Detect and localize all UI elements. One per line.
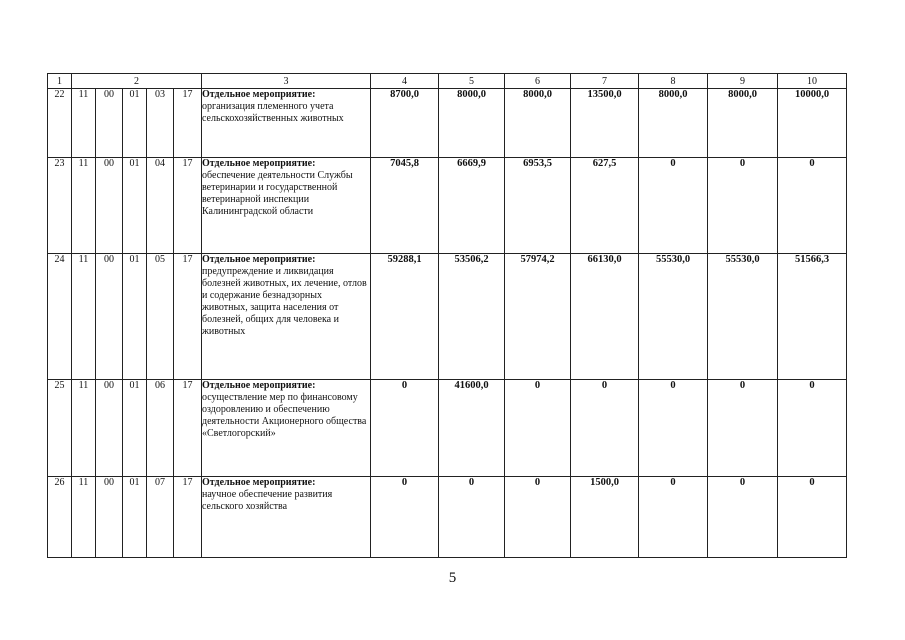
header-row <box>48 74 847 89</box>
program-table <box>47 73 847 558</box>
code-cell: 03 <box>147 89 174 158</box>
value-cell: 0 <box>371 477 439 558</box>
value-cell: 8000,0 <box>708 89 778 158</box>
code-cell: 17 <box>174 477 202 558</box>
value-cell: 8700,0 <box>371 89 439 158</box>
row-number: 23 <box>48 158 72 254</box>
code-cell: 17 <box>174 158 202 254</box>
value-cell: 0 <box>571 380 639 477</box>
code-cell: 11 <box>72 477 96 558</box>
value-cell: 0 <box>505 477 571 558</box>
value-cell: 627,5 <box>571 158 639 254</box>
row-number: 22 <box>48 89 72 158</box>
code-cell: 01 <box>123 158 147 254</box>
value-cell: 41600,0 <box>439 380 505 477</box>
code-cell: 11 <box>72 380 96 477</box>
code-cell: 17 <box>174 89 202 158</box>
code-cell: 00 <box>96 254 123 380</box>
code-cell: 11 <box>72 89 96 158</box>
code-cell: 01 <box>123 254 147 380</box>
page-number: 5 <box>448 570 457 586</box>
row-number: 24 <box>48 254 72 380</box>
measure-name-cell <box>202 254 371 380</box>
measure-title: Отдельное мероприятие: <box>202 477 316 488</box>
header-cell: 3 <box>202 74 371 89</box>
header-cell: 4 <box>371 74 439 89</box>
header-cell: 9 <box>708 74 778 89</box>
measure-title: Отдельное мероприятие: <box>202 254 316 265</box>
value-cell: 0 <box>778 380 847 477</box>
value-cell: 0 <box>708 158 778 254</box>
measure-name-cell <box>202 477 371 558</box>
measure-description: осуществление мер по финансовому оздоровлению и обеспечению деятельности Акционерного общества «Светлогорский» <box>202 392 367 439</box>
measure-name-cell <box>202 380 371 477</box>
value-cell: 8000,0 <box>639 89 708 158</box>
value-cell: 55530,0 <box>708 254 778 380</box>
header-cell: 10 <box>778 74 847 89</box>
value-cell: 6953,5 <box>505 158 571 254</box>
value-cell: 0 <box>708 380 778 477</box>
value-cell: 0 <box>371 380 439 477</box>
value-cell: 8000,0 <box>439 89 505 158</box>
code-cell: 11 <box>72 254 96 380</box>
value-cell: 0 <box>778 477 847 558</box>
code-cell: 01 <box>123 89 147 158</box>
table-row <box>48 158 847 254</box>
value-cell: 66130,0 <box>571 254 639 380</box>
measure-name-cell <box>202 89 371 158</box>
table-row <box>48 89 847 158</box>
header-cell: 2 <box>72 74 202 89</box>
header-cell: 8 <box>639 74 708 89</box>
table-row <box>48 477 847 558</box>
measure-title: Отдельное мероприятие: <box>202 89 316 100</box>
code-cell: 00 <box>96 380 123 477</box>
code-cell: 06 <box>147 380 174 477</box>
code-cell: 01 <box>123 380 147 477</box>
measure-title: Отдельное мероприятие: <box>202 158 316 169</box>
value-cell: 6669,9 <box>439 158 505 254</box>
code-cell: 05 <box>147 254 174 380</box>
measure-name-cell <box>202 158 371 254</box>
value-cell: 0 <box>639 477 708 558</box>
value-cell: 59288,1 <box>371 254 439 380</box>
table-row <box>48 254 847 380</box>
value-cell: 13500,0 <box>571 89 639 158</box>
measure-description: предупреждение и ликвидация болезней животных, их лечение, отлов и содержание безнадзорных животных, защита населения от болезней, общих для человека и животных <box>202 266 367 337</box>
value-cell: 53506,2 <box>439 254 505 380</box>
table-row <box>48 380 847 477</box>
value-cell: 0 <box>708 477 778 558</box>
code-cell: 00 <box>96 158 123 254</box>
code-cell: 00 <box>96 477 123 558</box>
header-cell: 5 <box>439 74 505 89</box>
code-cell: 07 <box>147 477 174 558</box>
header-cell: 1 <box>48 74 72 89</box>
header-cell: 6 <box>505 74 571 89</box>
value-cell: 7045,8 <box>371 158 439 254</box>
measure-title: Отдельное мероприятие: <box>202 380 316 391</box>
header-cell: 7 <box>571 74 639 89</box>
value-cell: 51566,3 <box>778 254 847 380</box>
value-cell: 0 <box>439 477 505 558</box>
row-number: 25 <box>48 380 72 477</box>
value-cell: 0 <box>505 380 571 477</box>
value-cell: 0 <box>778 158 847 254</box>
code-cell: 17 <box>174 254 202 380</box>
row-number: 26 <box>48 477 72 558</box>
code-cell: 04 <box>147 158 174 254</box>
code-cell: 11 <box>72 158 96 254</box>
measure-description: научное обеспечение развития сельского хозяйства <box>202 489 333 512</box>
value-cell: 1500,0 <box>571 477 639 558</box>
value-cell: 55530,0 <box>639 254 708 380</box>
code-cell: 01 <box>123 477 147 558</box>
value-cell: 57974,2 <box>505 254 571 380</box>
value-cell: 0 <box>639 380 708 477</box>
measure-description: организация племенного учета сельскохозяйственных животных <box>202 101 344 124</box>
measure-description: обеспечение деятельности Службы ветеринарии и государственной ветеринарной инспекции Калининградской области <box>202 170 353 217</box>
value-cell: 10000,0 <box>778 89 847 158</box>
value-cell: 8000,0 <box>505 89 571 158</box>
code-cell: 17 <box>174 380 202 477</box>
value-cell: 0 <box>639 158 708 254</box>
code-cell: 00 <box>96 89 123 158</box>
